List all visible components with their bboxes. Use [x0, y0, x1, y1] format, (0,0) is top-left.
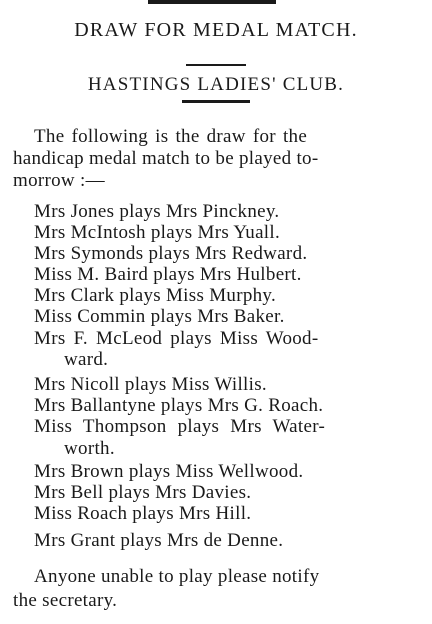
article-heading: DRAW FOR MEDAL MATCH.	[74, 19, 358, 41]
draw-entry: Mrs Nicoll plays Miss Willis.	[34, 374, 267, 395]
article-subheading: HASTINGS LADIES' CLUB.	[87, 74, 345, 95]
subheading-divider	[182, 100, 250, 103]
heading-divider	[186, 64, 246, 66]
draw-entry: Mrs Ballantyne plays Mrs G. Roach.	[34, 395, 324, 416]
intro-line: handicap medal match to be played to-	[13, 148, 319, 169]
draw-entry: Mrs Clark plays Miss Murphy.	[34, 285, 277, 306]
draw-entry-continuation: ward.	[64, 349, 109, 370]
draw-entry: Mrs McIntosh plays Mrs Yuall.	[34, 222, 281, 243]
draw-entry: Miss Roach plays Mrs Hill.	[34, 503, 252, 524]
draw-entry: Mrs Grant plays Mrs de Denne.	[34, 530, 284, 551]
draw-entry: Mrs F. McLeod plays Miss Wood-	[34, 328, 319, 349]
top-rule	[148, 0, 276, 4]
draw-entry: Miss Commin plays Mrs Baker.	[34, 306, 285, 327]
intro-line: morrow :—	[13, 170, 105, 191]
draw-entry: Miss Thompson plays Mrs Water-	[34, 416, 326, 437]
draw-entry: Mrs Jones plays Mrs Pinckney.	[34, 201, 280, 222]
draw-entry: Mrs Symonds plays Mrs Redward.	[34, 243, 308, 264]
intro-line: The following is the draw for the	[34, 126, 308, 147]
closing-line: the secretary.	[13, 590, 118, 611]
draw-entry: Mrs Bell plays Mrs Davies.	[34, 482, 252, 503]
draw-entry: Miss M. Baird plays Mrs Hulbert.	[34, 264, 302, 285]
closing-line: Anyone unable to play please notify	[34, 566, 320, 587]
draw-entry: Mrs Brown plays Miss Wellwood.	[34, 461, 304, 482]
draw-entry-continuation: worth.	[64, 438, 115, 459]
